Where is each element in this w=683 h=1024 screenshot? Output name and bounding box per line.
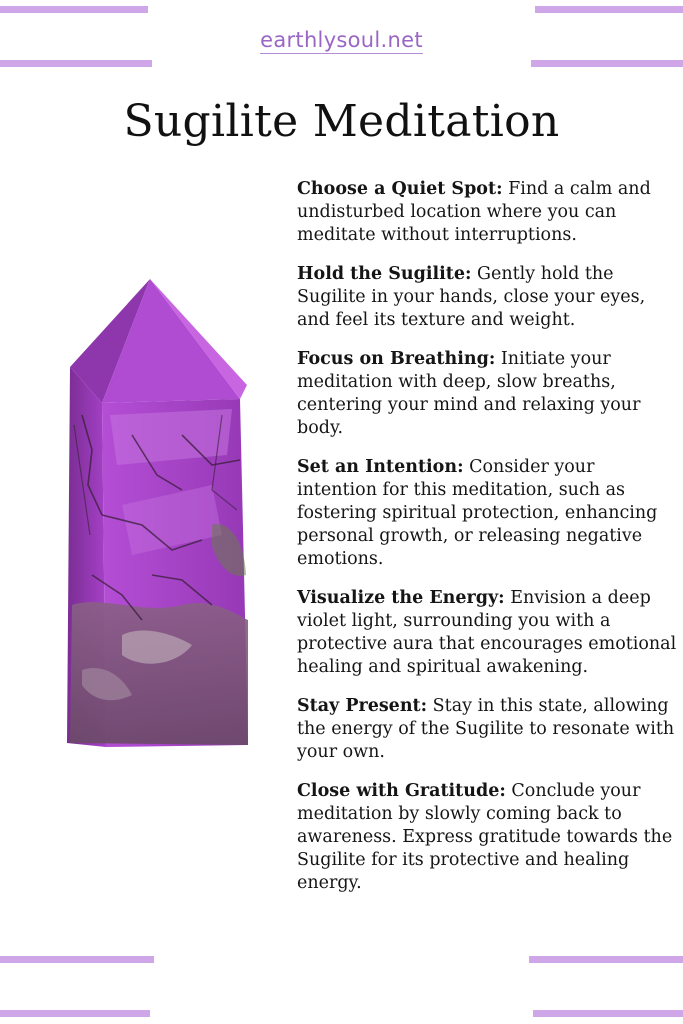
step-title: Set an Intention: (297, 457, 464, 477)
sugilite-crystal-image (62, 275, 252, 750)
meditation-steps (297, 178, 679, 911)
step-set-intention (297, 456, 679, 571)
decorative-bar (531, 60, 683, 67)
step-hold-sugilite (297, 263, 679, 332)
brand-logo[interactable] (0, 28, 683, 52)
step-close-gratitude (297, 780, 679, 895)
step-text: Find a calm and undisturbed location where you can meditate without interruptions. (297, 179, 651, 245)
brand-logo-text: earthlysoul.net (260, 28, 423, 52)
decorative-bar (0, 60, 152, 67)
step-title: Choose a Quiet Spot: (297, 179, 503, 199)
decorative-bar (535, 6, 683, 13)
step-title: Hold the Sugilite: (297, 264, 472, 284)
step-title: Close with Gratitude: (297, 781, 506, 801)
decorative-bar (529, 956, 683, 963)
step-text: Initiate your meditation with deep, slow breaths, centering your mind and relaxing your body. (297, 349, 641, 438)
step-visualize-energy (297, 587, 679, 679)
step-text: Consider your intention for this meditation, such as fostering spiritual protection, enhancing personal growth, or releasing negative emotions. (297, 457, 658, 569)
step-title: Focus on Breathing: (297, 349, 496, 369)
step-stay-present (297, 695, 679, 764)
step-text: Gently hold the Sugilite in your hands, close your eyes, and feel its texture and weight. (297, 264, 646, 330)
step-title: Visualize the Energy: (297, 588, 505, 608)
decorative-bar (0, 1010, 150, 1017)
step-choose-quiet-spot (297, 178, 679, 247)
step-text: Conclude your meditation by slowly coming back to awareness. Express gratitude towards the Sugilite for its protective and healing energy. (297, 781, 673, 893)
decorative-bar (0, 6, 148, 13)
step-title: Stay Present: (297, 696, 428, 716)
decorative-bar (533, 1010, 683, 1017)
step-text: Envision a deep violet light, surrounding you with a protective aura that encourages emotional healing and spiritual awakening. (297, 588, 677, 677)
step-text: Stay in this state, allowing the energy of the Sugilite to resonate with your own. (297, 696, 675, 762)
step-focus-breathing (297, 348, 679, 440)
page-title: Sugilite Meditation (123, 96, 560, 147)
decorative-bar (0, 956, 154, 963)
